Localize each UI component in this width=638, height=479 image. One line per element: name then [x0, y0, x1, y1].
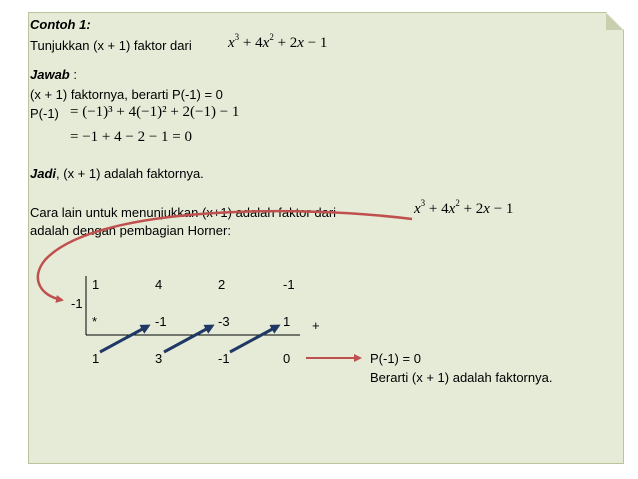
horner-plus-sign: +: [312, 318, 320, 333]
alt-method-line2: adalah dengan pembagian Horner:: [30, 223, 231, 238]
answer-label: Jawab: [30, 67, 70, 82]
substitution-expression: = (−1)³ + 4(−1)² + 2(−1) − 1: [70, 104, 240, 120]
horner-divisor: -1: [71, 296, 83, 311]
horner-r2-c4: 1: [283, 314, 291, 329]
poly-alt-op2: + 2: [459, 201, 484, 217]
poly-alt-op3: − 1: [489, 201, 514, 217]
poly-term2-exp: 2: [269, 32, 274, 42]
diag-arrow-1: [100, 326, 148, 352]
diag-arrow-3: [230, 326, 278, 352]
poly-term1-exp: 3: [234, 32, 240, 42]
horner-r1-c3: 2: [218, 277, 226, 292]
horner-r2-c3: -3: [218, 314, 230, 329]
poly-alt-term2-exp: 2: [455, 198, 460, 208]
p-label: P(-1): [30, 106, 59, 121]
evaluation-expression: = −1 + 4 − 2 − 1 = 0: [70, 129, 193, 145]
poly-term3-var: x: [297, 35, 304, 51]
horner-result-line1: P(-1) = 0: [370, 351, 421, 366]
curve-arrow: [38, 211, 412, 300]
horner-r3-c3: -1: [218, 351, 230, 366]
horner-r3-c2: 3: [155, 351, 163, 366]
horner-result-line2: Berarti (x + 1) adalah faktornya.: [370, 370, 553, 385]
horner-r1-c4: -1: [283, 277, 295, 292]
horner-r3-c4: 0: [283, 351, 291, 366]
alt-method-line1: Cara lain untuk menunjukkan (x+1) adalah faktor dari: [30, 205, 337, 220]
answer-colon: :: [69, 67, 77, 82]
poly-alt-op1: + 4: [425, 201, 449, 217]
poly-op1: + 4: [239, 35, 263, 51]
horner-r2-c1: *: [92, 314, 98, 329]
poly-alt-term3-var: x: [483, 201, 490, 217]
conclusion-bold: Jadi: [30, 166, 57, 181]
horner-r2-c2: -1: [155, 314, 167, 329]
poly-op2: + 2: [273, 35, 298, 51]
poly-alt-term1-exp: 3: [420, 198, 426, 208]
poly-term2-var: x: [262, 35, 270, 51]
diag-arrow-2: [164, 326, 212, 352]
horner-r3-c1: 1: [92, 351, 100, 366]
poly-term1-var: x: [228, 35, 235, 51]
factor-statement: (x + 1) faktornya, berarti P(-1) = 0: [30, 87, 223, 102]
question-text: Tunjukkan (x + 1) faktor dari: [30, 38, 192, 53]
horner-r1-c2: 4: [155, 277, 163, 292]
conclusion-rest: , (x + 1) adalah faktornya.: [56, 166, 204, 181]
poly-alt-term2-var: x: [448, 201, 456, 217]
poly-alt-term1-var: x: [414, 201, 421, 217]
horner-r1-c1: 1: [92, 277, 100, 292]
poly-op3: − 1: [303, 35, 328, 51]
example-title: Contoh 1:: [30, 17, 91, 32]
